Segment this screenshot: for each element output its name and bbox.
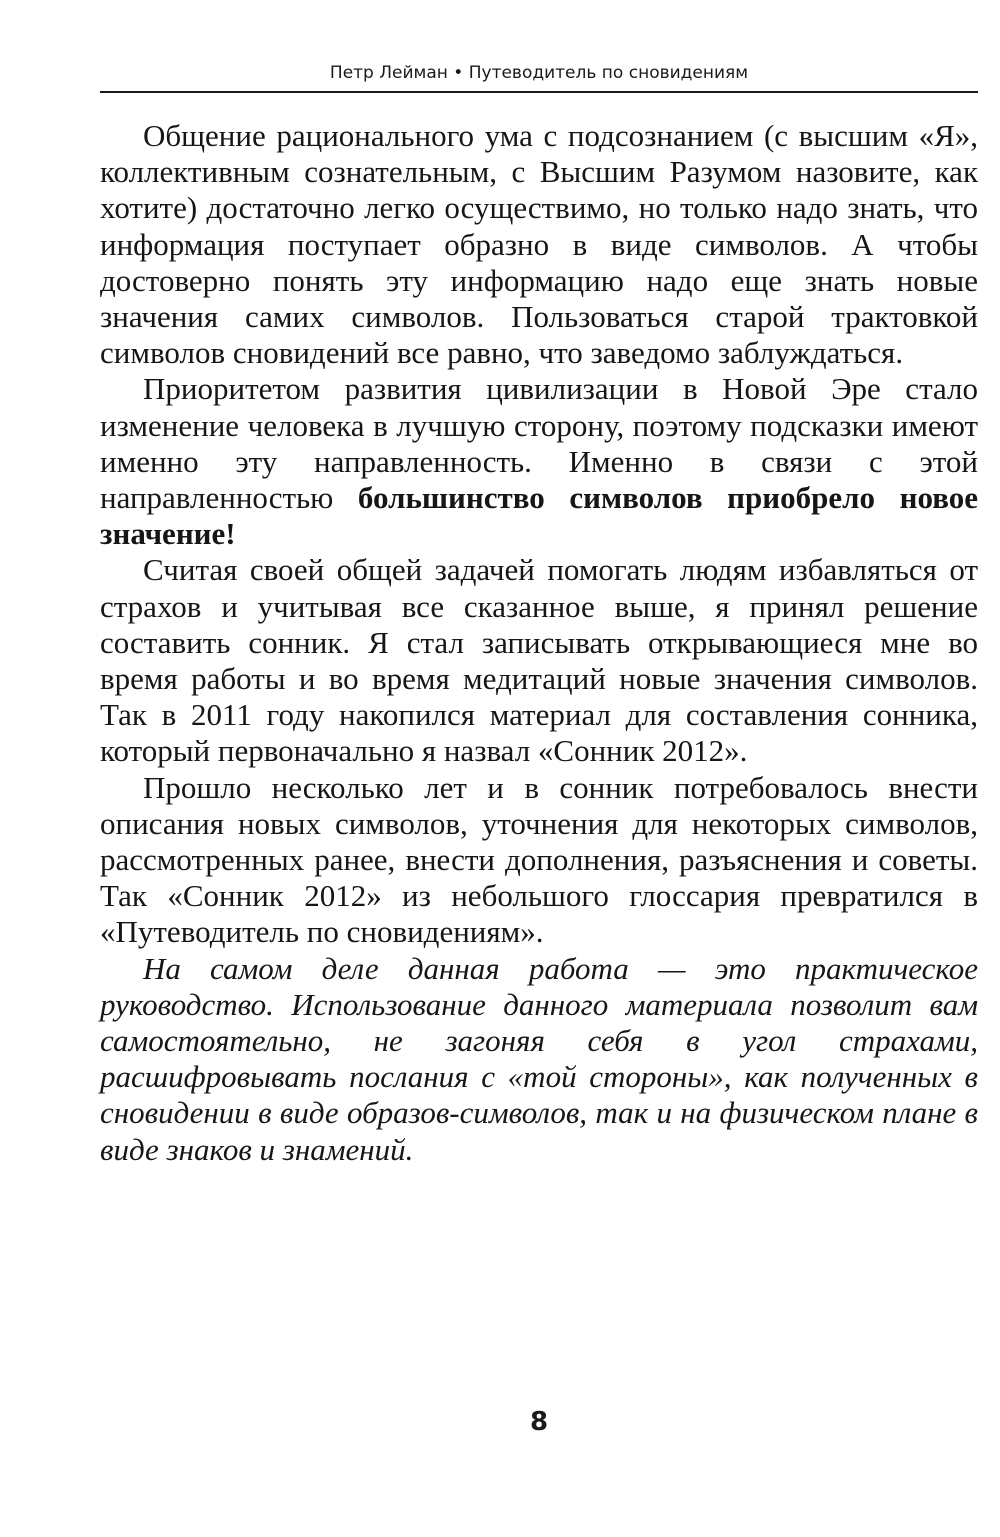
running-header: Петр Лейман • Путеводитель по сновидениям xyxy=(329,63,749,83)
header-rule xyxy=(100,91,978,93)
page-number: 8 xyxy=(529,1407,549,1437)
paragraph-3: Считая своей общей задачей помогать людям избавляться от страхов и учитывая все сказанное выше, я принял решение составить сонник. Я стал записывать открывающиеся мне во время работы и во время медитаций новые значения символов. Так в 2011 году накопился материал для составления сонника, который первоначально я назвал «Сонник 2012». xyxy=(100,552,978,769)
paragraph-2-bold-phrase: большинство символов приобрело новое значение! xyxy=(100,480,978,552)
paragraph-1: Общение рационального ума с подсознанием (с высшим «Я», коллективным сознательным, с Высшим Разумом назовите, как хотите) достаточно легко осуществимо, но только надо знать, что информация поступает образно в виде символов. А чтобы достоверно понять эту информацию надо еще знать новые значения самих символов. Пользоваться старой трактовкой символов сновидений все равно, что заведомо заблуждаться. xyxy=(100,118,978,371)
paragraph-2-text: Приоритетом развития цивилизации в Новой Эре стало изменение человека в лучшую сторону, поэтому подсказки имеют именно эту направленность. Именно в связи с этой направленностью xyxy=(100,371,978,516)
body-text xyxy=(100,118,978,1168)
paragraph-4: Прошло несколько лет и в сонник потребовалось внести описания новых символов, уточнения для некоторых символов, рассмотренных ранее, внести дополнения, разъяснения и советы. Так «Сонник 2012» из небольшого глоссария превратился в «Путеводитель по сновидениям». xyxy=(100,769,978,950)
paragraph-2 xyxy=(100,371,978,552)
paragraph-5-italic: На самом деле данная работа — это практическое руководство. Использование данного материала позволит вам самостоятельно, не загоняя себя в угол страхами, расшифровывать послания с «той стороны», как полученных в сновидении в виде образов-символов, так и на физическом плане в виде знаков и знамений. xyxy=(100,950,978,1167)
